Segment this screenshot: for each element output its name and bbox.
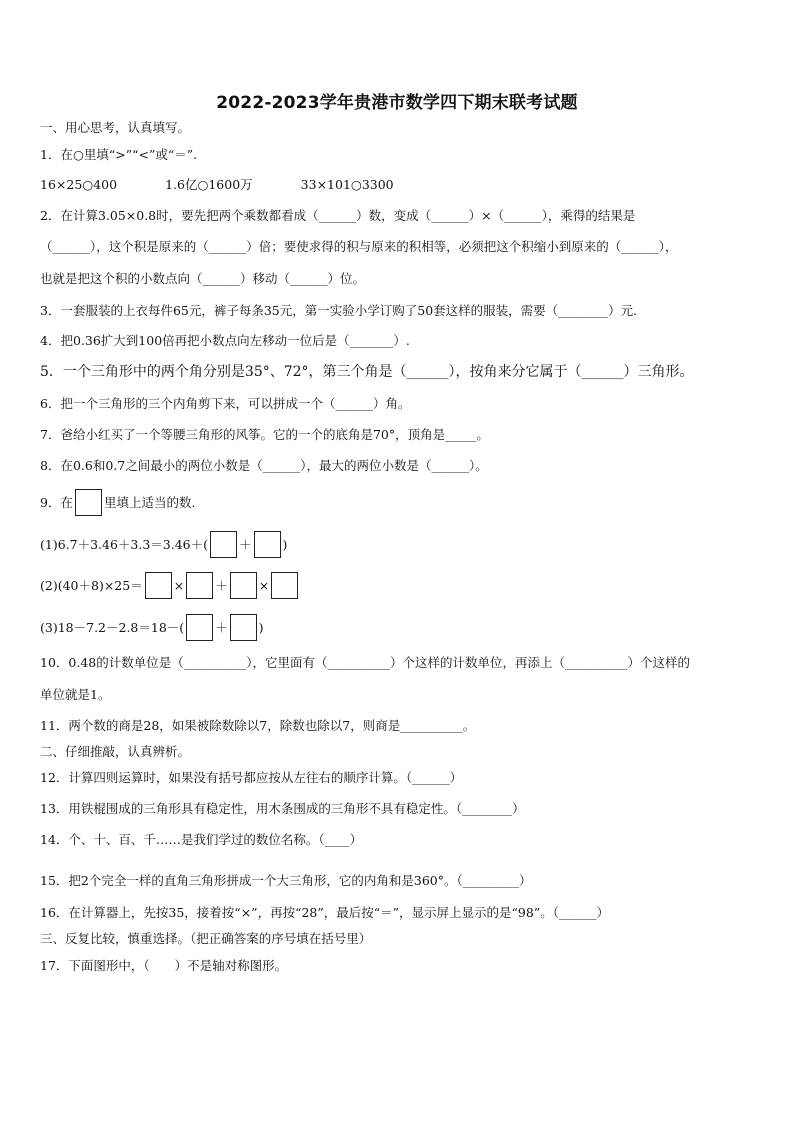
question-9 xyxy=(40,489,762,516)
q1-item-3: 33×101○3300 xyxy=(300,177,394,192)
question-1: 1．在○里填“>”“<”或“＝”. xyxy=(40,147,198,162)
question-9-part-3 xyxy=(40,614,762,641)
section-1-heading: 一、用心思考，认真填写。 xyxy=(40,120,191,135)
question-1-items xyxy=(40,176,762,194)
question-13: 13．用铁棍围成的三角形具有稳定性，用木条围成的三角形不具有稳定性。（________） xyxy=(40,801,525,816)
q1-item-2: 1.6亿○1600万 xyxy=(165,177,253,192)
q9-3-plus: ＋ xyxy=(215,619,228,635)
q9-2-times-1: × xyxy=(173,577,185,593)
q9-2-box-1[interactable] xyxy=(145,572,172,599)
question-2-line-2: （______），这个积是原来的（______）倍；要使求得的积与原来的积相等，必须把这个积缩小到原来的（______）， xyxy=(40,239,678,254)
q9-2-box-4[interactable] xyxy=(271,572,298,599)
q9-prefix: 9．在 xyxy=(40,494,73,510)
q9-1-close: ) xyxy=(282,536,288,552)
q9-3-expression: (3)18－7.2－2.8＝18－( xyxy=(40,619,185,635)
question-4: 4．把0.36扩大到100倍再把小数点向左移动一位后是（_______）. xyxy=(40,333,410,348)
question-9-part-1 xyxy=(40,531,762,558)
q9-2-plus: ＋ xyxy=(215,577,228,593)
q9-3-box-2[interactable] xyxy=(230,614,257,641)
q9-1-plus: ＋ xyxy=(239,536,252,552)
question-10-line-1: 10．0.48的计数单位是（__________），它里面有（__________）个这样的计数单位，再添上（__________）个这样的 xyxy=(40,655,690,670)
q9-suffix: 里填上适当的数. xyxy=(103,494,196,510)
q9-2-expression: (2)(40＋8)×25＝ xyxy=(40,577,143,593)
question-9-part-2 xyxy=(40,572,762,599)
q9-1-box-1[interactable] xyxy=(210,531,237,558)
q9-sample-box xyxy=(75,489,102,516)
question-5: 5．一个三角形中的两个角分别是35°、72°，第三个角是（______），按角来分它属于（______）三角形。 xyxy=(40,364,694,380)
question-16: 16．在计算器上，先按35，接着按“×”，再按“28”，最后按“＝”，显示屏上显示的是“98”。（______） xyxy=(40,905,609,920)
question-15: 15．把2个完全一样的直角三角形拼成一个大三角形，它的内角和是360°。（_________） xyxy=(40,873,532,888)
question-6: 6．把一个三角形的三个内角剪下来，可以拼成一个（______）角。 xyxy=(40,396,411,411)
q9-2-times-2: × xyxy=(258,577,270,593)
question-2-line-3: 也就是把这个积的小数点向（______）移动（______）位。 xyxy=(40,271,366,286)
q9-3-box-1[interactable] xyxy=(186,614,213,641)
q9-3-close: ) xyxy=(258,619,264,635)
question-17: 17．下面图形中，（ ）不是轴对称图形。 xyxy=(40,958,288,973)
question-2-line-1: 2．在计算3.05×0.8时，要先把两个乘数都看成（______）数，变成（______）×（______），乘得的结果是 xyxy=(40,208,636,223)
question-11: 11．两个数的商是28，如果被除数除以7，除数也除以7，则商是__________。 xyxy=(40,718,476,733)
question-8: 8．在0.6和0.7之间最小的两位小数是（______），最大的两位小数是（______）。 xyxy=(40,458,488,473)
page-title: 2022-2023学年贵港市数学四下期末联考试题 xyxy=(216,93,578,113)
question-7: 7．爸给小红买了一个等腰三角形的风筝。它的一个的底角是70°，顶角是_____。 xyxy=(40,427,489,442)
q9-2-box-3[interactable] xyxy=(230,572,257,599)
q1-item-1: 16×25○400 xyxy=(40,177,118,192)
question-12: 12．计算四则运算时，如果没有括号都应按从左往右的顺序计算。（______） xyxy=(40,770,463,785)
q9-1-box-2[interactable] xyxy=(254,531,281,558)
question-10-line-2: 单位就是1。 xyxy=(40,687,111,702)
section-3-heading: 三、反复比较，慎重选择。（把正确答案的序号填在括号里） xyxy=(40,931,372,946)
q9-2-box-2[interactable] xyxy=(186,572,213,599)
section-2-heading: 二、仔细推敲，认真辨析。 xyxy=(40,744,191,759)
question-3: 3．一套服装的上衣每件65元，裤子每条35元，第一实验小学订购了50套这样的服装，需要（________）元. xyxy=(40,303,638,318)
question-14: 14．个、十、百、千……是我们学过的数位名称。（____） xyxy=(40,832,363,847)
q9-1-expression: (1)6.7＋3.46＋3.3＝3.46＋( xyxy=(40,536,209,552)
